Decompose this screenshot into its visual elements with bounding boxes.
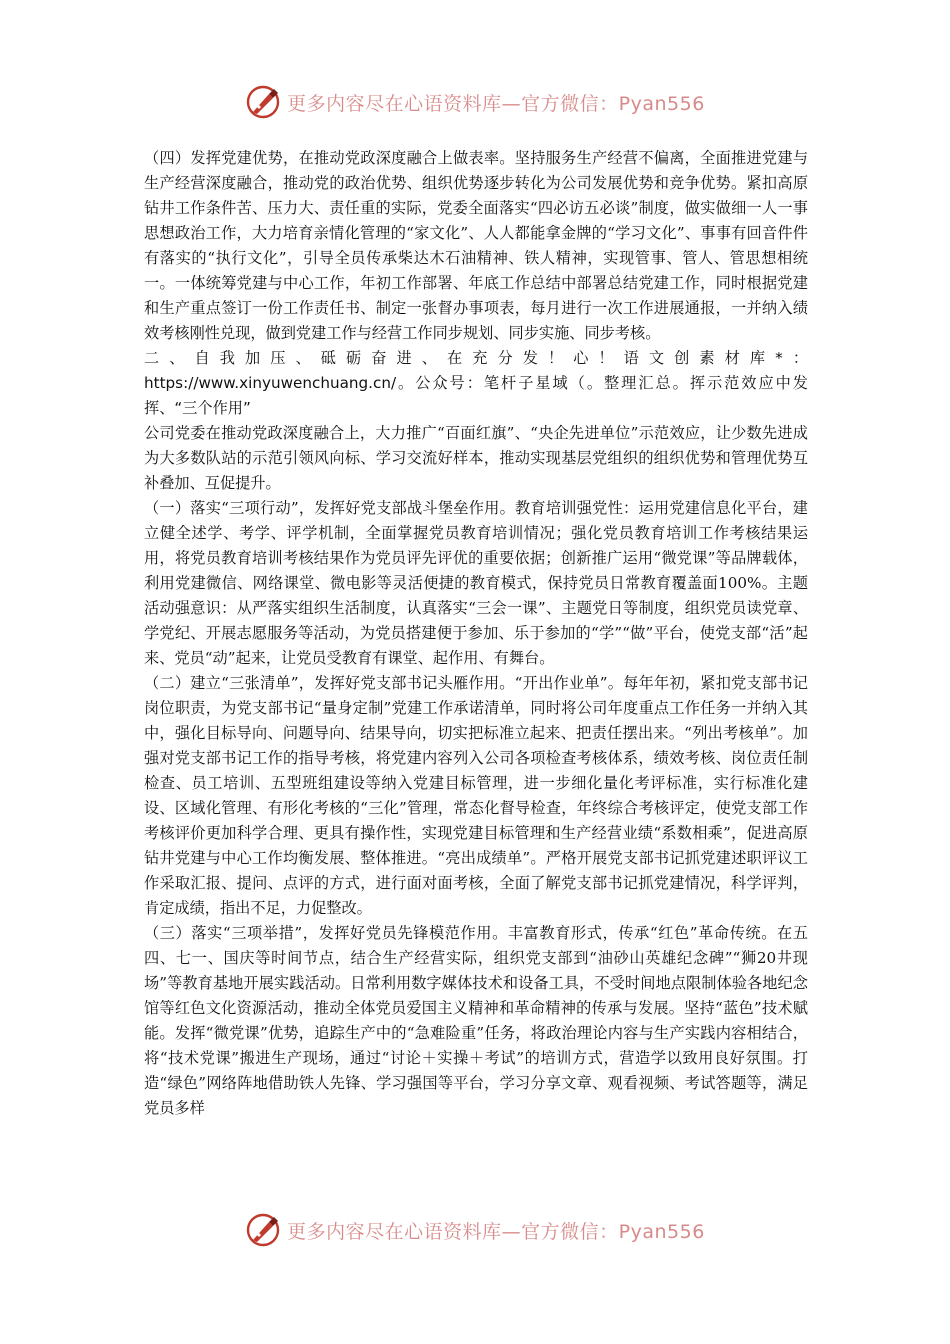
document-body: [144, 146, 808, 1121]
paragraph-section-four: （四）发挥党建优势，在推动党政深度融合上做表率。坚持服务生产经营不偏离，全面推进党建与生产经营深度融合，推动党的政治优势、组织优势逐步转化为公司发展优势和竞争优势。紧扣高原钻井工作条件苦、压力大、责任重的实际，党委全面落实“四必访五必谈”制度，做实做细一人一事思想政治工作，大力培育亲情化管理的“家文化”、人人都能拿金牌的“学习文化”、事事有回音件件有落实的“执行文化”，引导全员传承柴达木石油精神、铁人精神，实现管事、管人、管思想相统一。一体统筹党建与中心工作，年初工作部署、年底工作总结中部署总结党建工作，同时根据党建和生产重点签订一份工作责任书、制定一张督办事项表，每月进行一次工作进展通报，一并纳入绩效考核刚性兑现，做到党建工作与经营工作同步规划、同步实施、同步考核。: [144, 149, 808, 342]
paragraph-item-three: （三）落实“三项举措”，发挥好党员先锋模范作用。丰富教育形式，传承“红色”革命传统。在五四、七一、国庆等时间节点，结合生产经营实际，组织党支部到“油砂山英雄纪念碑”“狮20井现场”等教育基地开展实践活动。日常利用数字媒体技术和设备工具，不受时间地点限制体验各地纪念馆等红色文化资源活动，推动全体党员爱国主义精神和革命精神的传承与发展。坚持“蓝色”技术赋能。发挥“微党课”优势，追踪生产中的“急难险重”任务，将政治理论内容与生产实践内容相结合，将“技术党课”搬进生产现场，通过“讨论＋实操＋考试”的培训方式，营造学以致用良好氛围。打造“绿色”网络阵地借助铁人先锋、学习强国等平台，学习分享文章、观看视频、考试答题等，满足党员多样: [144, 924, 808, 1117]
header-banner: [0, 82, 950, 122]
section-heading-two: 二、自我加压、砥砺奋进、在充分发！心！语文创素材库*：https://www.xinyuwenchuang.cn/。公众号：笔杆子星域（。整理汇总。挥示范效应中发挥、“三个作用”: [144, 349, 808, 417]
pen-nib-icon: [245, 84, 281, 120]
paragraph-intro: 公司党委在推动党政深度融合上，大力推广“百面红旗”、“央企先进单位”示范效应，让少数先进成为大多数队站的示范引领风向标、学习交流好样本，推动实现基层党组织的组织优势和管理优势互补叠加、互促提升。: [144, 424, 808, 492]
paragraph-item-one: （一）落实“三项行动”，发挥好党支部战斗堡垒作用。教育培训强党性：运用党建信息化平台，建立健全述学、考学、评学机制，全面掌握党员教育培训情况；强化党员教育培训工作考核结果运用，将党员教育培训考核结果作为党员评先评优的重要依据；创新推广运用“微党课”等品牌载体，利用党建微信、网络课堂、微电影等灵活便捷的教育模式，保持党员日常教育覆盖面100%。主题活动强意识：从严落实组织生活制度，认真落实“三会一课”、主题党日等制度，组织党员读党章、学党纪、开展志愿服务等活动，为党员搭建便于参加、乐于参加的“学”“做”平台，使党支部“活”起来、党员“动”起来，让党员受教育有课堂、起作用、有舞台。: [144, 499, 808, 667]
pen-nib-icon: [245, 1212, 281, 1248]
banner-text: 更多内容尽在心语资料库—官方微信：Pyan556: [287, 92, 705, 115]
footer-banner: [0, 1210, 950, 1250]
banner-text: 更多内容尽在心语资料库—官方微信：Pyan556: [287, 1220, 705, 1243]
paragraph-item-two: （二）建立“三张清单”，发挥好党支部书记头雁作用。“开出作业单”。每年年初，紧扣党支部书记岗位职责，为党支部书记“量身定制”党建工作承诺清单，同时将公司年度重点工作任务一并纳入其中，强化目标导向、问题导向、结果导向，切实把标准立起来、把责任摆出来。“列出考核单”。加强对党支部书记工作的指导考核，将党建内容列入公司各项检查考核体系，绩效考核、岗位责任制检查、员工培训、五型班组建设等纳入党建目标管理，进一步细化量化考评标准，实行标准化建设、区域化管理、有形化考核的“三化”管理，常态化督导检查，年终综合考核评定，使党支部工作考核评价更加科学合理、更具有操作性，实现党建目标管理和生产经营业绩“系数相乘”，促进高原钻井党建与中心工作均衡发展、整体推进。“亮出成绩单”。严格开展党支部书记抓党建述职评议工作采取汇报、提问、点评的方式，进行面对面考核，全面了解党支部书记抓党建情况，科学评判，肯定成绩，指出不足，力促整改。: [144, 674, 808, 917]
